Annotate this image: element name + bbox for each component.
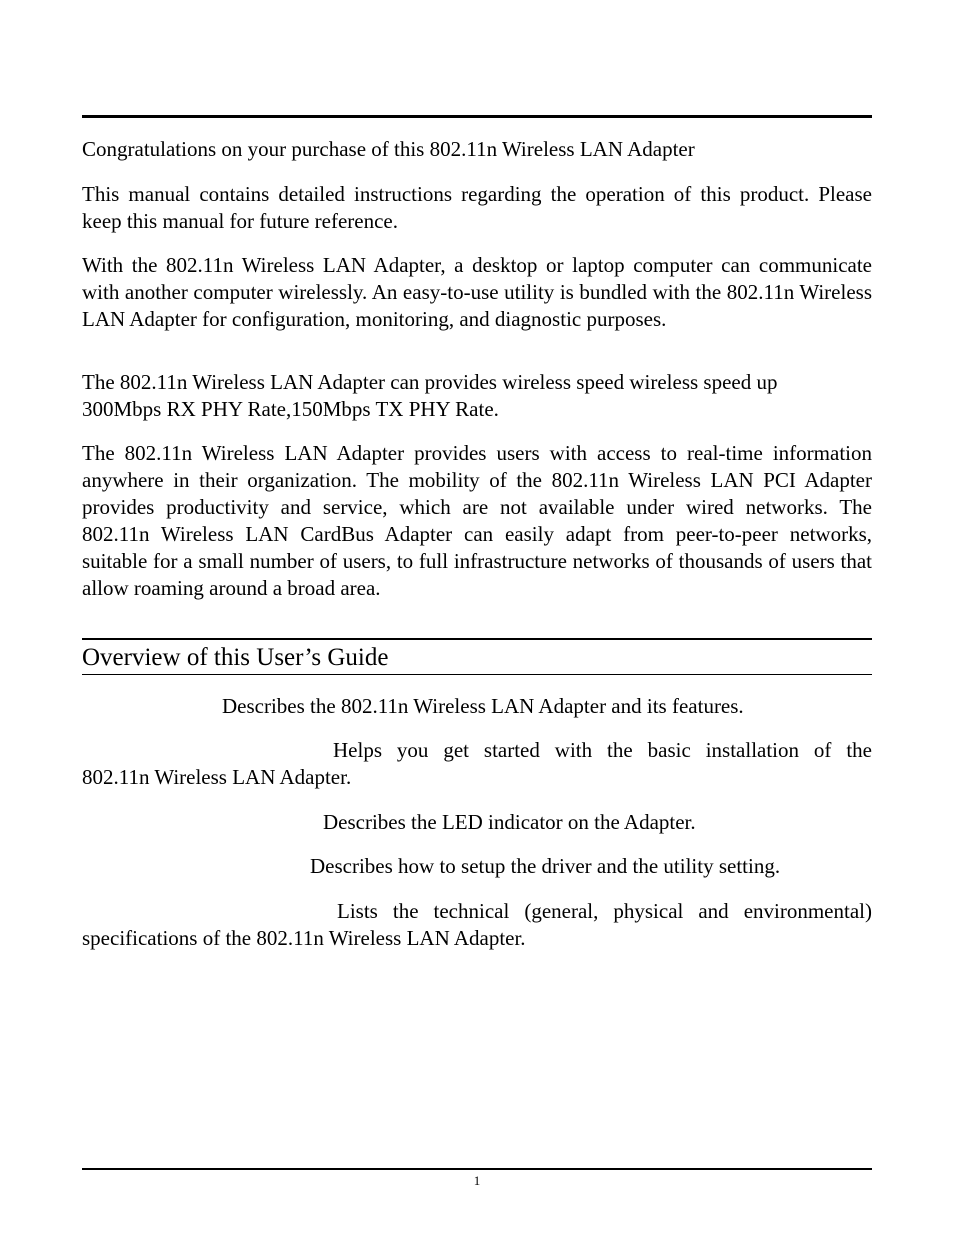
overview-item-3: Describes the LED indicator on the Adapter.	[323, 810, 696, 834]
realtime-paragraph: The 802.11n Wireless LAN Adapter provides users with access to real-time information anywhere in their organization. The mobility of the 802.11n Wireless LAN PCI Adapter provides productivity and service, which are not available under wired networks. The 802.11n Wireless LAN CardBus Adapter can easily adapt from peer-to-peer networks, suitable for a small number of users, to full infrastructure networks of thousands of users that allow roaming around a broad area.	[82, 441, 872, 600]
section-rule-top	[82, 638, 872, 640]
congrats-paragraph: Congratulations on your purchase of this 802.11n Wireless LAN Adapter	[82, 137, 695, 161]
overview-item-5-line-1: Lists the technical (general, physical and environmental)	[337, 899, 872, 923]
speed-paragraph-line-2: 300Mbps RX PHY Rate,150Mbps TX PHY Rate.	[82, 397, 499, 421]
section-rule-bottom	[82, 674, 872, 675]
overview-item-5-line-2: specifications of the 802.11n Wireless LAN Adapter.	[82, 926, 526, 950]
page-number: 1	[473, 1173, 481, 1188]
overview-item-4: Describes how to setup the driver and the utility setting.	[310, 854, 781, 878]
footer-rule	[82, 1168, 872, 1170]
overview-item-2-line-2: 802.11n Wireless LAN Adapter.	[82, 765, 352, 789]
adapter-description-paragraph: With the 802.11n Wireless LAN Adapter, a desktop or laptop computer can communicate with another computer wirelessly. An easy-to-use utility is bundled with the 802.11n Wireless LAN Adapter for configuration, monitoring, and diagnostic purposes.	[82, 253, 872, 331]
overview-section-title: Overview of this User’s Guide	[82, 644, 389, 671]
speed-paragraph-line-1: The 802.11n Wireless LAN Adapter can provides wireless speed wireless speed up	[82, 370, 778, 394]
manual-paragraph: This manual contains detailed instructions regarding the operation of this product. Please keep this manual for future reference.	[82, 182, 872, 233]
overview-item-2-line-1: Helps you get started with the basic installation of the	[333, 738, 872, 762]
overview-item-1: Describes the 802.11n Wireless LAN Adapter and its features.	[222, 694, 744, 718]
header-rule	[82, 115, 872, 118]
